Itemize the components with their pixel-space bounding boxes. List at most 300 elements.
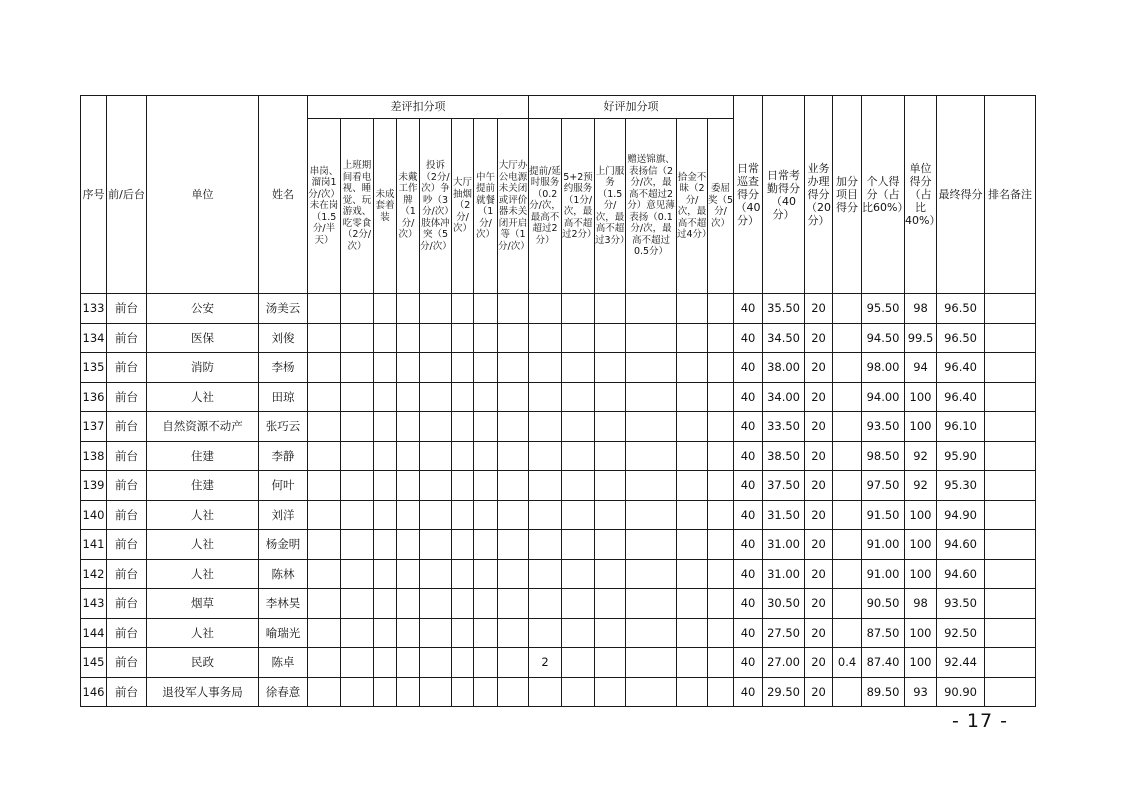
cell-bonus: [562, 500, 595, 530]
cell-personal: 95.50: [862, 294, 905, 324]
cell-deduct: [308, 353, 341, 383]
cell-final: 94.90: [937, 500, 985, 530]
cell-deduct: [474, 618, 498, 648]
cell-bonus: [626, 353, 677, 383]
header-name: 姓名: [259, 96, 308, 294]
header-deduct-item: 未戴工作牌（1分/次）: [397, 119, 420, 294]
cell-bonus: [708, 530, 734, 560]
cell-bonus: [677, 323, 708, 353]
page-number: - 17 -: [952, 710, 1008, 732]
cell-attendance: 30.50: [763, 589, 805, 619]
cell-bonus: [708, 412, 734, 442]
cell-final: 96.50: [937, 294, 985, 324]
cell-deduct: [374, 353, 397, 383]
cell-attendance: 38.00: [763, 353, 805, 383]
cell-name: 陈林: [259, 559, 308, 589]
cell-deduct: [420, 441, 452, 471]
header-unit-score: 单位得分（占比40%）: [905, 96, 937, 294]
cell-unit: 退役军人事务局: [147, 677, 259, 707]
header-deduct-group: 差评扣分项: [308, 96, 529, 119]
table-row: [81, 412, 1036, 442]
cell-bonus-early-late: 2: [529, 648, 562, 678]
cell-name: 徐春意: [259, 677, 308, 707]
cell-unit: 烟草: [147, 589, 259, 619]
cell-bonus: [708, 559, 734, 589]
cell-deduct: [420, 353, 452, 383]
header-deduct-item: 大厅办公电源未关闭或评价器未关闭开启等（1分/次）: [498, 119, 529, 294]
cell-bonus-early-late: [529, 471, 562, 501]
cell-bonus: [626, 618, 677, 648]
cell-remark: [985, 353, 1036, 383]
cell-position: 前台: [107, 589, 147, 619]
cell-extra: [833, 589, 862, 619]
cell-bonus: [677, 353, 708, 383]
header-final: 最终得分: [937, 96, 985, 294]
cell-bonus: [595, 471, 626, 501]
cell-remark: [985, 471, 1036, 501]
cell-position: 前台: [107, 412, 147, 442]
cell-remark: [985, 677, 1036, 707]
cell-deduct: [474, 353, 498, 383]
cell-extra: [833, 500, 862, 530]
cell-deduct: [474, 323, 498, 353]
cell-deduct: [397, 471, 420, 501]
cell-inspection: 40: [734, 530, 763, 560]
cell-deduct: [498, 441, 529, 471]
cell-deduct: [420, 323, 452, 353]
cell-seq: 134: [81, 323, 107, 353]
cell-unit: 住建: [147, 441, 259, 471]
cell-deduct: [420, 382, 452, 412]
cell-deduct: [420, 618, 452, 648]
cell-deduct: [341, 412, 374, 442]
cell-business: 20: [805, 471, 833, 501]
header-remark: 排名备注: [985, 96, 1036, 294]
cell-attendance: 29.50: [763, 677, 805, 707]
cell-bonus: [708, 382, 734, 412]
cell-deduct: [452, 323, 474, 353]
cell-unit: 公安: [147, 294, 259, 324]
cell-remark: [985, 500, 1036, 530]
cell-bonus-early-late: [529, 412, 562, 442]
cell-final: 96.40: [937, 382, 985, 412]
cell-bonus: [562, 382, 595, 412]
cell-remark: [985, 589, 1036, 619]
cell-unit-score: 92: [905, 441, 937, 471]
cell-unit: 消防: [147, 353, 259, 383]
cell-personal: 94.00: [862, 382, 905, 412]
header-bonus-item: 提前/延时服务（0.2分/次，最高不超过2分）: [529, 119, 562, 294]
cell-bonus: [562, 441, 595, 471]
cell-deduct: [498, 471, 529, 501]
cell-deduct: [498, 382, 529, 412]
cell-unit: 人社: [147, 382, 259, 412]
cell-unit-score: 100: [905, 412, 937, 442]
cell-deduct: [452, 500, 474, 530]
cell-bonus: [708, 323, 734, 353]
cell-deduct: [498, 618, 529, 648]
cell-final: 96.10: [937, 412, 985, 442]
cell-deduct: [374, 471, 397, 501]
table-row: [81, 618, 1036, 648]
table-row: [81, 677, 1036, 707]
cell-deduct: [498, 353, 529, 383]
cell-attendance: 31.50: [763, 500, 805, 530]
cell-deduct: [498, 530, 529, 560]
cell-bonus: [677, 471, 708, 501]
cell-unit-score: 100: [905, 530, 937, 560]
cell-bonus: [677, 294, 708, 324]
cell-deduct: [308, 323, 341, 353]
cell-bonus: [562, 648, 595, 678]
table-row: [81, 471, 1036, 501]
cell-bonus-early-late: [529, 353, 562, 383]
cell-deduct: [341, 353, 374, 383]
cell-deduct: [341, 618, 374, 648]
cell-deduct: [374, 382, 397, 412]
cell-bonus: [708, 589, 734, 619]
cell-name: 田琼: [259, 382, 308, 412]
cell-deduct: [452, 677, 474, 707]
cell-bonus: [626, 412, 677, 442]
cell-deduct: [474, 382, 498, 412]
table-row: [81, 648, 1036, 678]
cell-deduct: [397, 559, 420, 589]
cell-inspection: 40: [734, 589, 763, 619]
cell-business: 20: [805, 648, 833, 678]
cell-bonus-early-late: [529, 530, 562, 560]
table-row: [81, 441, 1036, 471]
cell-seq: 143: [81, 589, 107, 619]
cell-name: 刘洋: [259, 500, 308, 530]
cell-bonus: [708, 294, 734, 324]
header-position: 前/后台: [107, 96, 147, 294]
cell-unit: 医保: [147, 323, 259, 353]
cell-name: 李杨: [259, 353, 308, 383]
table-body: [81, 294, 1036, 707]
cell-bonus: [626, 500, 677, 530]
cell-bonus: [626, 677, 677, 707]
cell-deduct: [474, 294, 498, 324]
cell-inspection: 40: [734, 441, 763, 471]
cell-deduct: [474, 412, 498, 442]
cell-bonus-early-late: [529, 382, 562, 412]
cell-extra: [833, 471, 862, 501]
cell-position: 前台: [107, 648, 147, 678]
cell-bonus: [626, 323, 677, 353]
cell-bonus: [677, 382, 708, 412]
cell-deduct: [420, 530, 452, 560]
cell-deduct: [308, 382, 341, 412]
cell-unit: 人社: [147, 559, 259, 589]
header-bonus-item: 5+2预约服务（1分/次，最高不超过2分）: [562, 119, 595, 294]
cell-inspection: 40: [734, 677, 763, 707]
cell-attendance: 34.00: [763, 382, 805, 412]
cell-final: 92.50: [937, 618, 985, 648]
cell-deduct: [397, 500, 420, 530]
cell-deduct: [308, 500, 341, 530]
cell-position: 前台: [107, 530, 147, 560]
cell-position: 前台: [107, 618, 147, 648]
cell-deduct: [308, 294, 341, 324]
cell-deduct: [374, 500, 397, 530]
cell-inspection: 40: [734, 353, 763, 383]
table-row: [81, 382, 1036, 412]
header-unit: 单位: [147, 96, 259, 294]
cell-bonus: [595, 353, 626, 383]
cell-bonus-early-late: [529, 589, 562, 619]
cell-bonus: [626, 648, 677, 678]
cell-deduct: [341, 648, 374, 678]
cell-bonus: [595, 500, 626, 530]
cell-business: 20: [805, 589, 833, 619]
header-extra: 加分项目得分: [833, 96, 862, 294]
cell-business: 20: [805, 294, 833, 324]
cell-remark: [985, 559, 1036, 589]
cell-bonus: [708, 618, 734, 648]
score-table: [80, 95, 1036, 707]
cell-deduct: [452, 648, 474, 678]
cell-position: 前台: [107, 559, 147, 589]
cell-bonus: [708, 441, 734, 471]
cell-bonus: [677, 618, 708, 648]
table-row: [81, 323, 1036, 353]
cell-business: 20: [805, 353, 833, 383]
cell-seq: 135: [81, 353, 107, 383]
cell-unit-score: 100: [905, 500, 937, 530]
header-deduct-item: 未成套着装: [374, 119, 397, 294]
cell-deduct: [474, 530, 498, 560]
header-deduct-item: 上班期间看电视、睡觉、玩游戏、吃零食（2分/次）: [341, 119, 374, 294]
header-deduct-item: 串岗、溜岗1分/次）未在岗（1.5分/半天）: [308, 119, 341, 294]
cell-name: 陈卓: [259, 648, 308, 678]
cell-bonus: [626, 530, 677, 560]
cell-deduct: [474, 589, 498, 619]
cell-final: 96.50: [937, 323, 985, 353]
cell-seq: 144: [81, 618, 107, 648]
cell-attendance: 27.00: [763, 648, 805, 678]
cell-deduct: [452, 353, 474, 383]
cell-bonus: [562, 618, 595, 648]
cell-extra: [833, 441, 862, 471]
cell-bonus-early-late: [529, 500, 562, 530]
cell-attendance: 31.00: [763, 559, 805, 589]
cell-bonus: [677, 559, 708, 589]
cell-business: 20: [805, 618, 833, 648]
cell-extra: [833, 294, 862, 324]
cell-deduct: [498, 323, 529, 353]
cell-unit-score: 100: [905, 648, 937, 678]
cell-business: 20: [805, 677, 833, 707]
cell-deduct: [452, 589, 474, 619]
cell-final: 96.40: [937, 353, 985, 383]
table-row: [81, 500, 1036, 530]
cell-deduct: [341, 294, 374, 324]
cell-bonus: [708, 677, 734, 707]
header-attendance: 日常考勤得分（40分）: [763, 96, 805, 294]
cell-unit: 住建: [147, 471, 259, 501]
cell-bonus: [595, 559, 626, 589]
cell-deduct: [397, 618, 420, 648]
cell-deduct: [397, 382, 420, 412]
cell-business: 20: [805, 323, 833, 353]
cell-bonus: [595, 589, 626, 619]
cell-business: 20: [805, 500, 833, 530]
cell-deduct: [397, 589, 420, 619]
cell-bonus: [626, 382, 677, 412]
cell-deduct: [341, 530, 374, 560]
cell-final: 94.60: [937, 530, 985, 560]
cell-unit-score: 100: [905, 559, 937, 589]
cell-deduct: [308, 471, 341, 501]
header-inspection: 日常巡查得分（40分）: [734, 96, 763, 294]
cell-final: 90.90: [937, 677, 985, 707]
cell-deduct: [420, 677, 452, 707]
cell-bonus: [562, 589, 595, 619]
cell-bonus-early-late: [529, 323, 562, 353]
cell-attendance: 38.50: [763, 441, 805, 471]
cell-bonus: [562, 353, 595, 383]
table-row: [81, 353, 1036, 383]
cell-extra: [833, 618, 862, 648]
cell-deduct: [498, 677, 529, 707]
cell-attendance: 34.50: [763, 323, 805, 353]
table-row: [81, 559, 1036, 589]
cell-extra: [833, 677, 862, 707]
cell-remark: [985, 382, 1036, 412]
header-personal: 个人得分（占比60%）: [862, 96, 905, 294]
cell-bonus: [708, 353, 734, 383]
cell-deduct: [374, 294, 397, 324]
cell-deduct: [374, 559, 397, 589]
cell-deduct: [341, 677, 374, 707]
cell-personal: 98.00: [862, 353, 905, 383]
cell-personal: 91.00: [862, 559, 905, 589]
cell-name: 汤美云: [259, 294, 308, 324]
cell-deduct: [308, 441, 341, 471]
cell-deduct: [341, 559, 374, 589]
cell-deduct: [420, 412, 452, 442]
table-row: [81, 294, 1036, 324]
cell-deduct: [452, 441, 474, 471]
cell-deduct: [452, 382, 474, 412]
cell-unit: 人社: [147, 618, 259, 648]
cell-inspection: 40: [734, 382, 763, 412]
cell-extra: [833, 323, 862, 353]
cell-remark: [985, 441, 1036, 471]
cell-seq: 139: [81, 471, 107, 501]
cell-deduct: [420, 559, 452, 589]
cell-bonus: [562, 412, 595, 442]
cell-bonus: [595, 323, 626, 353]
cell-deduct: [397, 530, 420, 560]
cell-unit: 自然资源不动产: [147, 412, 259, 442]
cell-bonus: [626, 589, 677, 619]
cell-deduct: [452, 530, 474, 560]
header-deduct-item: 大厅抽烟（2分/次）: [452, 119, 474, 294]
cell-attendance: 31.00: [763, 530, 805, 560]
cell-extra: [833, 353, 862, 383]
cell-bonus: [595, 294, 626, 324]
cell-bonus-early-late: [529, 559, 562, 589]
cell-bonus-early-late: [529, 618, 562, 648]
cell-final: 95.30: [937, 471, 985, 501]
cell-unit-score: 99.5: [905, 323, 937, 353]
cell-deduct: [374, 530, 397, 560]
cell-deduct: [420, 500, 452, 530]
cell-personal: 98.50: [862, 441, 905, 471]
cell-deduct: [308, 412, 341, 442]
cell-seq: 138: [81, 441, 107, 471]
cell-attendance: 33.50: [763, 412, 805, 442]
header-bonus-group: 好评加分项: [529, 96, 734, 119]
cell-unit-score: 93: [905, 677, 937, 707]
cell-remark: [985, 323, 1036, 353]
cell-seq: 141: [81, 530, 107, 560]
cell-bonus: [677, 412, 708, 442]
cell-inspection: 40: [734, 618, 763, 648]
cell-business: 20: [805, 559, 833, 589]
cell-name: 张巧云: [259, 412, 308, 442]
cell-deduct: [420, 589, 452, 619]
cell-unit: 民政: [147, 648, 259, 678]
cell-deduct: [498, 648, 529, 678]
cell-personal: 91.00: [862, 530, 905, 560]
cell-remark: [985, 294, 1036, 324]
cell-inspection: 40: [734, 559, 763, 589]
cell-deduct: [420, 648, 452, 678]
cell-position: 前台: [107, 441, 147, 471]
cell-bonus: [708, 471, 734, 501]
cell-bonus: [595, 382, 626, 412]
cell-unit: 人社: [147, 530, 259, 560]
cell-deduct: [374, 618, 397, 648]
cell-deduct: [374, 441, 397, 471]
cell-personal: 89.50: [862, 677, 905, 707]
header-seq: 序号: [81, 96, 107, 294]
cell-extra: [833, 559, 862, 589]
cell-deduct: [308, 618, 341, 648]
cell-deduct: [474, 677, 498, 707]
header-deduct-item: 中午提前就餐（1分/次）: [474, 119, 498, 294]
cell-final: 95.90: [937, 441, 985, 471]
cell-extra: [833, 382, 862, 412]
cell-position: 前台: [107, 382, 147, 412]
cell-final: 92.44: [937, 648, 985, 678]
cell-deduct: [374, 677, 397, 707]
cell-personal: 90.50: [862, 589, 905, 619]
cell-bonus: [595, 530, 626, 560]
cell-deduct: [308, 530, 341, 560]
cell-bonus-early-late: [529, 294, 562, 324]
cell-bonus: [562, 294, 595, 324]
cell-name: 李静: [259, 441, 308, 471]
header-deduct-item: 投诉（2分/次）争吵（3分/次）肢体冲突（5分/次）: [420, 119, 452, 294]
cell-deduct: [452, 294, 474, 324]
cell-bonus: [595, 618, 626, 648]
cell-extra: [833, 530, 862, 560]
cell-seq: 145: [81, 648, 107, 678]
cell-unit-score: 92: [905, 471, 937, 501]
cell-deduct: [397, 677, 420, 707]
cell-business: 20: [805, 441, 833, 471]
cell-business: 20: [805, 530, 833, 560]
cell-deduct: [474, 500, 498, 530]
cell-inspection: 40: [734, 412, 763, 442]
cell-bonus: [562, 559, 595, 589]
cell-attendance: 37.50: [763, 471, 805, 501]
cell-seq: 137: [81, 412, 107, 442]
